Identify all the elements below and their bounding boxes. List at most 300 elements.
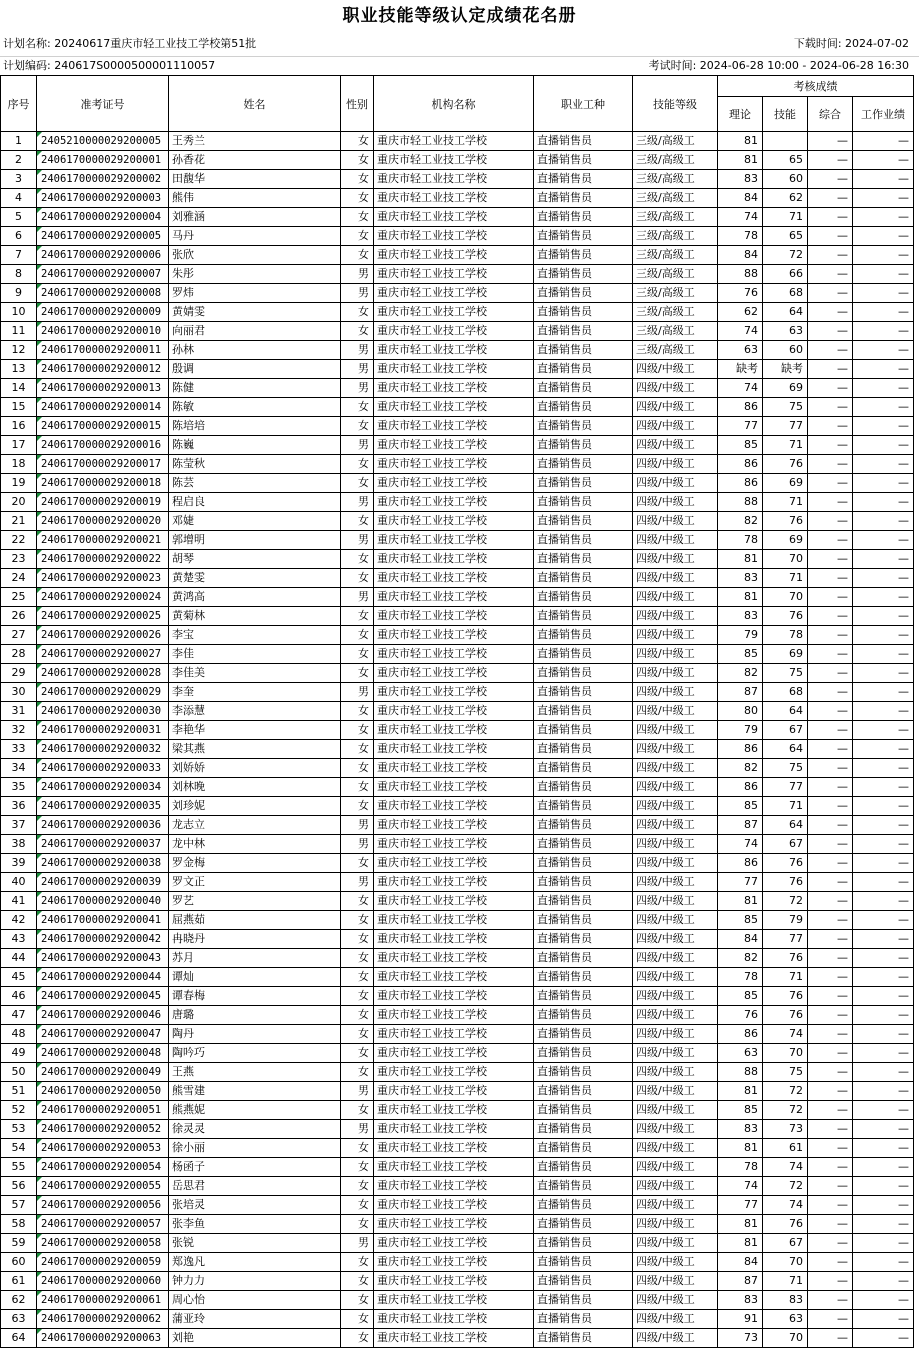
row-org: 重庆市轻工业技工学校 [374, 1310, 534, 1329]
row-theory: 85 [718, 436, 763, 455]
row-job: 直播销售员 [534, 721, 633, 740]
table-row [1, 740, 914, 759]
row-level: 四级/中级工 [633, 1025, 718, 1044]
row-name: 冉晓丹 [169, 930, 341, 949]
row-gender: 女 [341, 645, 374, 664]
row-skill: 60 [763, 341, 808, 360]
table-row [1, 607, 914, 626]
row-seq: 13 [1, 360, 37, 379]
row-gender: 女 [341, 702, 374, 721]
row-exam-no: 2406170000029200015 [37, 417, 169, 436]
row-theory: 86 [718, 398, 763, 417]
table-row [1, 1139, 914, 1158]
row-level: 四级/中级工 [633, 911, 718, 930]
row-overall: — [808, 436, 853, 455]
row-overall: — [808, 151, 853, 170]
row-overall: — [808, 968, 853, 987]
row-gender: 女 [341, 797, 374, 816]
header-skill: 技能 [763, 97, 808, 132]
table-row [1, 303, 914, 322]
row-org: 重庆市轻工业技工学校 [374, 1082, 534, 1101]
row-seq: 30 [1, 683, 37, 702]
row-overall: — [808, 835, 853, 854]
row-seq: 21 [1, 512, 37, 531]
row-skill: 72 [763, 892, 808, 911]
row-work: — [853, 1253, 914, 1272]
row-seq: 15 [1, 398, 37, 417]
row-overall: — [808, 1044, 853, 1063]
score-roster-table [0, 75, 914, 1348]
row-theory: 81 [718, 1215, 763, 1234]
row-gender: 女 [341, 1215, 374, 1234]
row-exam-no: 2406170000029200045 [37, 987, 169, 1006]
row-work: — [853, 341, 914, 360]
table-row [1, 360, 914, 379]
row-gender: 女 [341, 227, 374, 246]
row-job: 直播销售员 [534, 550, 633, 569]
row-org: 重庆市轻工业技工学校 [374, 436, 534, 455]
row-exam-no: 2406170000029200012 [37, 360, 169, 379]
table-row [1, 531, 914, 550]
row-job: 直播销售员 [534, 227, 633, 246]
row-theory: 79 [718, 721, 763, 740]
row-name: 郭增明 [169, 531, 341, 550]
row-work: — [853, 721, 914, 740]
row-job: 直播销售员 [534, 398, 633, 417]
row-seq: 23 [1, 550, 37, 569]
row-gender: 男 [341, 493, 374, 512]
row-exam-no: 2406170000029200017 [37, 455, 169, 474]
row-seq: 44 [1, 949, 37, 968]
row-seq: 59 [1, 1234, 37, 1253]
row-level: 四级/中级工 [633, 854, 718, 873]
table-row [1, 170, 914, 189]
row-level: 四级/中级工 [633, 569, 718, 588]
row-org: 重庆市轻工业技工学校 [374, 1063, 534, 1082]
row-org: 重庆市轻工业技工学校 [374, 360, 534, 379]
row-seq: 17 [1, 436, 37, 455]
row-exam-no: 2406170000029200018 [37, 474, 169, 493]
row-work: — [853, 1177, 914, 1196]
row-name: 郑逸凡 [169, 1253, 341, 1272]
row-level: 四级/中级工 [633, 1158, 718, 1177]
row-level: 四级/中级工 [633, 531, 718, 550]
row-work: — [853, 930, 914, 949]
row-overall: — [808, 512, 853, 531]
row-org: 重庆市轻工业技工学校 [374, 797, 534, 816]
row-work: — [853, 550, 914, 569]
row-name: 张锐 [169, 1234, 341, 1253]
row-work: — [853, 1234, 914, 1253]
row-work: — [853, 588, 914, 607]
plan-code: 计划编码: 240617S0000500001110057 [3, 59, 216, 72]
row-org: 重庆市轻工业技工学校 [374, 607, 534, 626]
row-org: 重庆市轻工业技工学校 [374, 493, 534, 512]
row-job: 直播销售员 [534, 626, 633, 645]
row-org: 重庆市轻工业技工学校 [374, 626, 534, 645]
row-job: 直播销售员 [534, 1177, 633, 1196]
download-time: 下载时间: 2024-07-02 [793, 37, 909, 50]
row-skill: 71 [763, 797, 808, 816]
row-org: 重庆市轻工业技工学校 [374, 284, 534, 303]
row-seq: 2 [1, 151, 37, 170]
table-row [1, 968, 914, 987]
row-name: 孙香花 [169, 151, 341, 170]
row-gender: 女 [341, 246, 374, 265]
row-skill: 72 [763, 1177, 808, 1196]
row-overall: — [808, 227, 853, 246]
row-overall: — [808, 417, 853, 436]
row-name: 陈健 [169, 379, 341, 398]
row-job: 直播销售员 [534, 1310, 633, 1329]
row-seq: 32 [1, 721, 37, 740]
row-skill: 76 [763, 949, 808, 968]
row-job: 直播销售员 [534, 664, 633, 683]
row-name: 陶吟巧 [169, 1044, 341, 1063]
row-name: 熊燕妮 [169, 1101, 341, 1120]
row-job: 直播销售员 [534, 873, 633, 892]
row-job: 直播销售员 [534, 284, 633, 303]
row-work: — [853, 284, 914, 303]
row-work: — [853, 379, 914, 398]
row-skill: 64 [763, 702, 808, 721]
row-theory: 74 [718, 322, 763, 341]
row-theory: 87 [718, 1272, 763, 1291]
row-theory: 85 [718, 987, 763, 1006]
row-skill: 76 [763, 854, 808, 873]
row-org: 重庆市轻工业技工学校 [374, 151, 534, 170]
row-gender: 男 [341, 360, 374, 379]
row-work: — [853, 740, 914, 759]
table-row [1, 1196, 914, 1215]
row-work: — [853, 1291, 914, 1310]
row-level: 三级/高级工 [633, 341, 718, 360]
row-seq: 22 [1, 531, 37, 550]
row-name: 陈巍 [169, 436, 341, 455]
row-job: 直播销售员 [534, 208, 633, 227]
row-work: — [853, 189, 914, 208]
row-work: — [853, 816, 914, 835]
row-work: — [853, 360, 914, 379]
row-theory: 81 [718, 1139, 763, 1158]
row-level: 四级/中级工 [633, 607, 718, 626]
row-theory: 85 [718, 1101, 763, 1120]
row-theory: 79 [718, 626, 763, 645]
row-org: 重庆市轻工业技工学校 [374, 759, 534, 778]
row-overall: — [808, 493, 853, 512]
header-seq: 序号 [1, 76, 37, 132]
row-skill: 75 [763, 1063, 808, 1082]
row-job: 直播销售员 [534, 455, 633, 474]
row-name: 李佳美 [169, 664, 341, 683]
row-overall: — [808, 474, 853, 493]
row-theory: 78 [718, 227, 763, 246]
row-overall: — [808, 1101, 853, 1120]
row-level: 四级/中级工 [633, 816, 718, 835]
row-gender: 女 [341, 132, 374, 151]
row-seq: 25 [1, 588, 37, 607]
row-exam-no: 2406170000029200057 [37, 1215, 169, 1234]
row-theory: 85 [718, 911, 763, 930]
row-theory: 74 [718, 835, 763, 854]
row-exam-no: 2406170000029200055 [37, 1177, 169, 1196]
row-job: 直播销售员 [534, 1063, 633, 1082]
row-gender: 男 [341, 1234, 374, 1253]
row-work: — [853, 835, 914, 854]
row-seq: 34 [1, 759, 37, 778]
row-skill: 67 [763, 1234, 808, 1253]
row-level: 四级/中级工 [633, 1177, 718, 1196]
row-level: 四级/中级工 [633, 740, 718, 759]
row-skill: 缺考 [763, 360, 808, 379]
row-level: 三级/高级工 [633, 284, 718, 303]
header-job: 职业工种 [534, 76, 633, 132]
row-theory: 62 [718, 303, 763, 322]
row-seq: 40 [1, 873, 37, 892]
row-org: 重庆市轻工业技工学校 [374, 531, 534, 550]
row-exam-no: 2406170000029200044 [37, 968, 169, 987]
row-skill: 76 [763, 512, 808, 531]
plan-name: 计划名称: 20240617重庆市轻工业技工学校第51批 [3, 37, 257, 50]
row-seq: 10 [1, 303, 37, 322]
row-level: 四级/中级工 [633, 1101, 718, 1120]
row-level: 四级/中级工 [633, 379, 718, 398]
row-skill: 72 [763, 1101, 808, 1120]
row-job: 直播销售员 [534, 911, 633, 930]
row-skill: 60 [763, 170, 808, 189]
row-job: 直播销售员 [534, 379, 633, 398]
row-exam-no: 2406170000029200047 [37, 1025, 169, 1044]
row-skill: 72 [763, 246, 808, 265]
row-work: — [853, 170, 914, 189]
row-seq: 12 [1, 341, 37, 360]
row-skill: 69 [763, 531, 808, 550]
row-overall: — [808, 683, 853, 702]
row-skill: 76 [763, 1006, 808, 1025]
table-row [1, 1234, 914, 1253]
row-job: 直播销售员 [534, 341, 633, 360]
row-job: 直播销售员 [534, 778, 633, 797]
row-job: 直播销售员 [534, 588, 633, 607]
row-overall: — [808, 1063, 853, 1082]
row-theory: 74 [718, 379, 763, 398]
row-name: 谭春梅 [169, 987, 341, 1006]
row-name: 徐小丽 [169, 1139, 341, 1158]
row-gender: 女 [341, 949, 374, 968]
row-exam-no: 2406170000029200021 [37, 531, 169, 550]
row-theory: 85 [718, 797, 763, 816]
row-overall: — [808, 1329, 853, 1348]
row-org: 重庆市轻工业技工学校 [374, 873, 534, 892]
row-level: 四级/中级工 [633, 474, 718, 493]
row-overall: — [808, 626, 853, 645]
row-gender: 女 [341, 1025, 374, 1044]
row-seq: 50 [1, 1063, 37, 1082]
row-seq: 63 [1, 1310, 37, 1329]
header-name: 姓名 [169, 76, 341, 132]
row-level: 四级/中级工 [633, 588, 718, 607]
row-name: 朱彤 [169, 265, 341, 284]
row-work: — [853, 702, 914, 721]
row-gender: 男 [341, 284, 374, 303]
row-name: 刘林晚 [169, 778, 341, 797]
row-theory: 76 [718, 284, 763, 303]
row-org: 重庆市轻工业技工学校 [374, 721, 534, 740]
row-overall: — [808, 1234, 853, 1253]
table-row [1, 1120, 914, 1139]
row-skill: 68 [763, 284, 808, 303]
row-seq: 48 [1, 1025, 37, 1044]
row-level: 三级/高级工 [633, 151, 718, 170]
row-skill: 69 [763, 474, 808, 493]
row-skill: 71 [763, 493, 808, 512]
row-job: 直播销售员 [534, 1253, 633, 1272]
row-work: — [853, 436, 914, 455]
row-name: 胡琴 [169, 550, 341, 569]
header-exam-no: 准考证号 [37, 76, 169, 132]
row-seq: 64 [1, 1329, 37, 1348]
row-overall: — [808, 1272, 853, 1291]
row-name: 谭灿 [169, 968, 341, 987]
row-level: 四级/中级工 [633, 645, 718, 664]
row-org: 重庆市轻工业技工学校 [374, 1272, 534, 1291]
header-work: 工作业绩 [853, 97, 914, 132]
row-exam-no: 2406170000029200024 [37, 588, 169, 607]
row-theory: 88 [718, 265, 763, 284]
row-theory: 83 [718, 170, 763, 189]
row-level: 四级/中级工 [633, 1272, 718, 1291]
row-overall: — [808, 341, 853, 360]
row-seq: 11 [1, 322, 37, 341]
row-seq: 55 [1, 1158, 37, 1177]
row-seq: 46 [1, 987, 37, 1006]
row-job: 直播销售员 [534, 683, 633, 702]
row-theory: 86 [718, 778, 763, 797]
row-name: 钟力力 [169, 1272, 341, 1291]
row-theory: 77 [718, 873, 763, 892]
row-work: — [853, 398, 914, 417]
row-overall: — [808, 569, 853, 588]
row-job: 直播销售员 [534, 1025, 633, 1044]
row-gender: 女 [341, 1310, 374, 1329]
table-row [1, 1006, 914, 1025]
row-skill: 77 [763, 930, 808, 949]
row-exam-no: 2406170000029200002 [37, 170, 169, 189]
row-job: 直播销售员 [534, 512, 633, 531]
row-gender: 女 [341, 1291, 374, 1310]
row-skill: 76 [763, 873, 808, 892]
row-seq: 14 [1, 379, 37, 398]
table-row [1, 341, 914, 360]
row-job: 直播销售员 [534, 1120, 633, 1139]
row-exam-no: 2406170000029200007 [37, 265, 169, 284]
table-row [1, 892, 914, 911]
table-row [1, 721, 914, 740]
row-seq: 53 [1, 1120, 37, 1139]
row-overall: — [808, 873, 853, 892]
row-skill: 75 [763, 759, 808, 778]
row-org: 重庆市轻工业技工学校 [374, 341, 534, 360]
table-row [1, 1101, 914, 1120]
table-row [1, 227, 914, 246]
row-theory: 86 [718, 455, 763, 474]
row-work: — [853, 246, 914, 265]
row-org: 重庆市轻工业技工学校 [374, 816, 534, 835]
row-exam-no: 2406170000029200039 [37, 873, 169, 892]
row-theory: 86 [718, 854, 763, 873]
row-level: 四级/中级工 [633, 398, 718, 417]
row-skill: 74 [763, 1158, 808, 1177]
row-name: 周心怡 [169, 1291, 341, 1310]
row-skill: 70 [763, 1044, 808, 1063]
table-row [1, 1215, 914, 1234]
table-row [1, 189, 914, 208]
row-name: 李佳 [169, 645, 341, 664]
row-skill: 75 [763, 664, 808, 683]
row-theory: 88 [718, 1063, 763, 1082]
row-overall: — [808, 1006, 853, 1025]
row-work: — [853, 1139, 914, 1158]
row-seq: 9 [1, 284, 37, 303]
row-name: 唐璐 [169, 1006, 341, 1025]
row-exam-no: 2406170000029200041 [37, 911, 169, 930]
row-job: 直播销售员 [534, 493, 633, 512]
row-skill: 65 [763, 151, 808, 170]
row-overall: — [808, 132, 853, 151]
row-job: 直播销售员 [534, 607, 633, 626]
row-theory: 83 [718, 607, 763, 626]
row-job: 直播销售员 [534, 930, 633, 949]
row-level: 四级/中级工 [633, 436, 718, 455]
row-exam-no: 2406170000029200022 [37, 550, 169, 569]
row-job: 直播销售员 [534, 569, 633, 588]
row-org: 重庆市轻工业技工学校 [374, 1158, 534, 1177]
row-exam-no: 2406170000029200042 [37, 930, 169, 949]
row-org: 重庆市轻工业技工学校 [374, 303, 534, 322]
row-seq: 31 [1, 702, 37, 721]
row-seq: 19 [1, 474, 37, 493]
row-work: — [853, 1082, 914, 1101]
table-row [1, 645, 914, 664]
row-name: 屈燕茹 [169, 911, 341, 930]
row-gender: 女 [341, 1196, 374, 1215]
row-seq: 27 [1, 626, 37, 645]
row-gender: 男 [341, 1120, 374, 1139]
row-overall: — [808, 949, 853, 968]
row-job: 直播销售员 [534, 1215, 633, 1234]
row-job: 直播销售员 [534, 759, 633, 778]
row-level: 四级/中级工 [633, 797, 718, 816]
row-gender: 女 [341, 987, 374, 1006]
row-org: 重庆市轻工业技工学校 [374, 474, 534, 493]
header-scores: 考核成绩 [718, 76, 914, 97]
row-gender: 女 [341, 170, 374, 189]
row-org: 重庆市轻工业技工学校 [374, 1025, 534, 1044]
row-name: 熊雪建 [169, 1082, 341, 1101]
row-theory: 91 [718, 1310, 763, 1329]
row-overall: — [808, 455, 853, 474]
row-org: 重庆市轻工业技工学校 [374, 1177, 534, 1196]
row-skill: 70 [763, 588, 808, 607]
row-theory: 82 [718, 664, 763, 683]
row-exam-no: 2406170000029200062 [37, 1310, 169, 1329]
row-theory: 84 [718, 930, 763, 949]
row-seq: 39 [1, 854, 37, 873]
row-gender: 男 [341, 873, 374, 892]
row-theory: 81 [718, 1082, 763, 1101]
row-job: 直播销售员 [534, 1139, 633, 1158]
row-level: 四级/中级工 [633, 1291, 718, 1310]
